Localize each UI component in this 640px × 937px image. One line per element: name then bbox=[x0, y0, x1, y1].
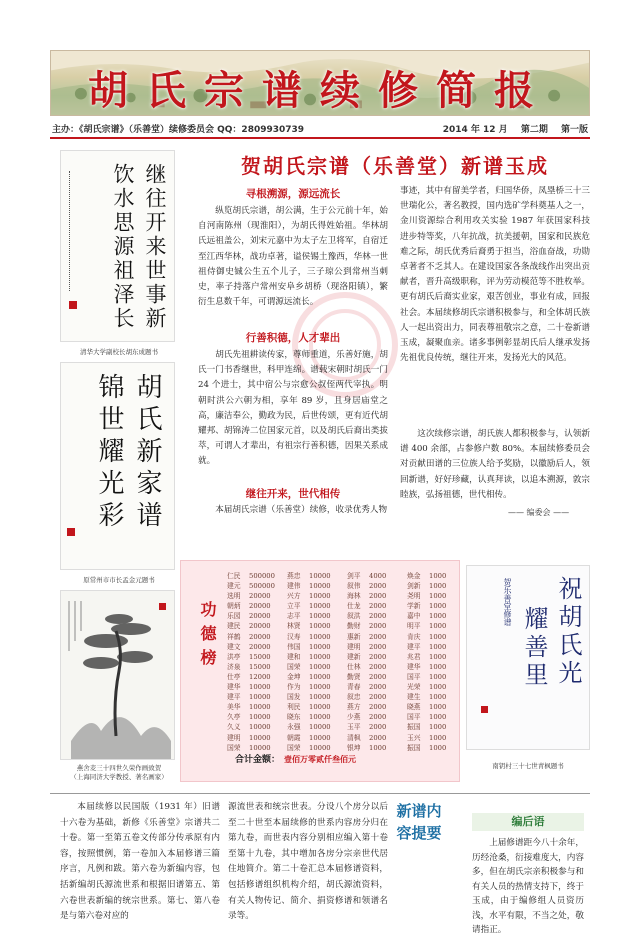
donation-amount: 10000 bbox=[309, 602, 331, 611]
donation-amount: 500000 bbox=[249, 572, 275, 580]
donor-name: 利民 bbox=[287, 703, 301, 712]
donor-name: 金坤 bbox=[287, 672, 301, 681]
honor-entry bbox=[287, 722, 331, 732]
donation-amount: 10000 bbox=[309, 733, 331, 742]
donor-name: 振国 bbox=[407, 743, 421, 752]
donor-name: 学新 bbox=[407, 602, 421, 611]
donation-amount: 2000 bbox=[369, 612, 387, 621]
donor-name: 祥鹤 bbox=[227, 632, 241, 641]
painting-caption: 燕舍麦三十四世久荣作画致贺 bbox=[76, 764, 162, 772]
couplet-line-5: 祝胡氏光 bbox=[554, 576, 582, 688]
donor-name: 剑平 bbox=[347, 572, 361, 580]
honor-entry bbox=[227, 611, 275, 621]
donation-amount: 20000 bbox=[249, 602, 271, 611]
donation-amount: 20000 bbox=[249, 592, 271, 601]
honor-entry bbox=[407, 632, 446, 642]
donation-amount: 2000 bbox=[369, 642, 387, 651]
donor-name: 仕亭 bbox=[227, 672, 241, 681]
donor-name: 兴方 bbox=[287, 592, 301, 601]
donation-amount: 2000 bbox=[369, 632, 387, 641]
donor-name: 振国 bbox=[407, 723, 421, 732]
seal-stamp bbox=[67, 528, 75, 536]
honor-entry bbox=[227, 692, 275, 702]
donation-amount: 10000 bbox=[309, 672, 331, 681]
donation-amount: 10000 bbox=[309, 572, 331, 580]
honor-column-3 bbox=[347, 571, 386, 753]
donor-name: 仕林 bbox=[347, 662, 361, 671]
donor-name: 美华 bbox=[227, 703, 241, 712]
section-heading-virtue: 行善积德，人才辈出 bbox=[245, 332, 341, 344]
donation-amount: 1000 bbox=[429, 693, 447, 702]
masthead-banner bbox=[50, 50, 590, 116]
honor-entry bbox=[287, 733, 331, 743]
issue-number: 第二期 bbox=[520, 125, 548, 135]
donation-amount: 12000 bbox=[249, 672, 271, 681]
donor-name: 济泉 bbox=[227, 662, 241, 671]
donor-name: 叙忠 bbox=[347, 693, 361, 702]
donor-name: 勤贤 bbox=[347, 672, 361, 681]
honor-entry bbox=[227, 733, 275, 743]
inscription-mark bbox=[69, 171, 75, 291]
issue-date: 2014 年 12 月 bbox=[442, 125, 508, 135]
donor-name: 朝炳 bbox=[227, 602, 241, 611]
editorial-signature: —— 编委会 —— bbox=[508, 508, 570, 517]
couplet-line-3: 胡氏新家谱 bbox=[132, 373, 162, 533]
honor-total bbox=[235, 752, 356, 765]
donor-name: 立平 bbox=[287, 602, 301, 611]
donation-amount: 10000 bbox=[249, 693, 271, 702]
donor-name: 惠新 bbox=[347, 632, 361, 641]
honor-entry bbox=[287, 672, 331, 682]
honor-entry bbox=[287, 642, 331, 652]
honor-entry bbox=[287, 712, 331, 722]
honor-entry bbox=[347, 692, 386, 702]
issue-info bbox=[433, 122, 588, 135]
donation-amount: 10000 bbox=[309, 582, 331, 591]
donation-amount: 20000 bbox=[249, 632, 271, 641]
donation-amount: 1000 bbox=[429, 662, 447, 671]
donation-amount: 1000 bbox=[429, 672, 447, 681]
donation-amount: 10000 bbox=[309, 612, 331, 621]
section-heading-roots: 寻根溯源，源远流长 bbox=[245, 188, 341, 200]
calligraphy-couplet-3 bbox=[466, 565, 590, 750]
honor-column-2 bbox=[287, 571, 331, 753]
donation-amount: 10000 bbox=[249, 723, 271, 732]
donor-name: 选明 bbox=[227, 592, 241, 601]
donor-name: 建明 bbox=[347, 642, 361, 651]
donor-name: 银坤 bbox=[347, 743, 361, 752]
donation-amount: 10000 bbox=[309, 632, 331, 641]
donor-name: 仁民 bbox=[227, 572, 241, 580]
honor-entry bbox=[227, 632, 275, 642]
donor-name: 国平 bbox=[407, 713, 421, 722]
honor-entry bbox=[407, 702, 446, 712]
honor-entry bbox=[407, 712, 446, 722]
donation-amount: 10000 bbox=[309, 683, 331, 692]
honor-entry bbox=[347, 712, 386, 722]
donation-amount: 1000 bbox=[429, 683, 447, 692]
honor-entry bbox=[347, 642, 386, 652]
donation-amount: 500000 bbox=[249, 582, 275, 591]
donation-amount: 1000 bbox=[429, 622, 447, 631]
donation-amount: 15000 bbox=[249, 662, 271, 671]
section-text-legacy: 本届胡氏宗谱（乐善堂）续修，收录优秀人物 bbox=[215, 505, 388, 515]
donor-name: 永强 bbox=[287, 723, 301, 732]
honor-entry bbox=[407, 652, 446, 662]
main-headline: 贺胡氏宗谱（乐善堂）新谱玉成 bbox=[241, 154, 549, 178]
donor-name: 建元 bbox=[227, 582, 241, 591]
honor-entry bbox=[227, 621, 275, 631]
afterword-text: 上届修谱距今八十余年，历经沧桑，衍接难度大，内容多，但在胡氏宗亲积极参与和有关人员的热情支持下，终于玉成，由于编修组人员资历浅，水平有限，不当之处，敬请指正。 bbox=[472, 838, 584, 935]
donation-amount: 2000 bbox=[369, 713, 387, 722]
honor-entry bbox=[347, 652, 386, 662]
donor-name: 国发 bbox=[287, 693, 301, 702]
donor-name: 建和 bbox=[287, 652, 301, 661]
donor-name: 玉平 bbox=[347, 723, 361, 732]
donation-amount: 20000 bbox=[249, 622, 271, 631]
right-paragraph-1: 事迹，其中有留美学者，归国华侨，凤塁桥三十三世瑞化公，著名教授，国内选矿学科奠基人之一，金川资源综合利用攻关实验 1987 年获国家科技进步特等奖，八年抗战，抗美援朝，国家和民族危难之际，胡氏优秀后裔勇于担当，浴血奋战，功勋卓著者不乏其人。在建设国家各条战线作出突出贡献者，晋升高级职称，评为劳动模范等不胜枚举。更有胡氏后裔实业家，艰苦创业，事业有成，回报社会。本届续修胡氏宗谱积极参与，和全体胡氏族人一起出资出力，同表尊祖敬宗之意，二十卷新谱玉成，凝聚血亲。诸多事例彰显胡氏后人继承发扬先祖优良传统，继往开来，发扬光大的风范。 bbox=[400, 186, 590, 364]
honor-entry bbox=[227, 702, 275, 712]
honor-entry bbox=[287, 692, 331, 702]
donation-amount: 20000 bbox=[249, 642, 271, 651]
honor-entry bbox=[287, 702, 331, 712]
donor-name: 兆君 bbox=[407, 652, 421, 661]
calligraphy-couplet-2 bbox=[60, 362, 175, 570]
honor-entry bbox=[347, 702, 386, 712]
donation-amount: 1000 bbox=[429, 733, 447, 742]
donation-amount: 2000 bbox=[369, 703, 387, 712]
donor-name: 海林 bbox=[347, 592, 361, 601]
couplet-inscription: 贺乐善堂修谱 bbox=[503, 578, 512, 626]
donor-name: 久义 bbox=[227, 723, 241, 732]
donation-amount: 2000 bbox=[369, 693, 387, 702]
honor-entry bbox=[287, 591, 331, 601]
honor-entry bbox=[347, 632, 386, 642]
total-label: 合计金额： bbox=[235, 755, 281, 765]
couplet-line-6: 耀善里 bbox=[520, 606, 548, 690]
donor-name: 国平 bbox=[407, 672, 421, 681]
edition-number: 第一版 bbox=[560, 125, 588, 135]
honor-entry bbox=[347, 581, 386, 591]
donation-amount: 2000 bbox=[369, 662, 387, 671]
donation-amount: 1000 bbox=[429, 572, 447, 580]
donor-name: 晓东 bbox=[287, 713, 301, 722]
honor-entry bbox=[347, 591, 386, 601]
honor-entry bbox=[407, 642, 446, 652]
donor-name: 林贤 bbox=[287, 622, 301, 631]
donor-name: 叙洪 bbox=[347, 612, 361, 621]
donation-amount: 10000 bbox=[249, 713, 271, 722]
donation-amount: 1000 bbox=[429, 612, 447, 621]
honor-entry bbox=[407, 591, 446, 601]
painting-caption-sub: （上海同济大学教授、著名画家） bbox=[70, 773, 168, 781]
donation-amount: 1000 bbox=[369, 743, 387, 752]
donation-amount: 2000 bbox=[369, 683, 387, 692]
donation-amount: 1000 bbox=[429, 592, 447, 601]
honor-column-4 bbox=[407, 571, 446, 753]
donor-name: 肯庆 bbox=[407, 632, 421, 641]
donor-name: 建文 bbox=[227, 642, 241, 651]
publisher-info: 主办：《胡氏宗谱》（乐善堂）续修委员会 QQ：2809930739 bbox=[52, 125, 305, 135]
donor-name: 建平 bbox=[227, 693, 241, 702]
donor-name: 仕龙 bbox=[347, 602, 361, 611]
honor-entry bbox=[347, 662, 386, 672]
donor-name: 汉寿 bbox=[287, 632, 301, 641]
newsletter-title: 胡氏宗谱续修简报 bbox=[88, 67, 552, 114]
donation-amount: 2000 bbox=[369, 582, 387, 591]
donor-name: 国荣 bbox=[227, 743, 241, 752]
donor-name: 国荣 bbox=[287, 743, 301, 752]
donation-amount: 10000 bbox=[249, 703, 271, 712]
honor-entry bbox=[407, 743, 446, 753]
donor-name: 清枫 bbox=[347, 733, 361, 742]
honor-entry bbox=[227, 662, 275, 672]
donor-name: 乐园 bbox=[227, 612, 241, 621]
donor-name: 久亭 bbox=[227, 713, 241, 722]
donor-name: 朝霞 bbox=[287, 733, 301, 742]
honor-entry bbox=[287, 601, 331, 611]
donor-name: 建华 bbox=[407, 662, 421, 671]
bottom-text-middle: 源流世表和统宗世表。分设八个房分以后至二十世至本届续修的世系内容房分归在第九卷，而世表内容分别相应编入第十卷至第十九卷，其中增加各房分宗亲世代居住地简介。第二十卷汇总本届修谱资料，包括修谱组织机构介绍，胡氏源流资料，有关人物传记、简介、捐资修谱和领谱名录等。 bbox=[228, 802, 388, 922]
donor-name: 建生 bbox=[407, 693, 421, 702]
donation-amount: 10000 bbox=[309, 642, 331, 651]
honor-entry bbox=[227, 722, 275, 732]
honor-entry bbox=[227, 642, 275, 652]
afterword-heading: 编后语 bbox=[472, 813, 584, 831]
donation-amount: 10000 bbox=[249, 683, 271, 692]
donor-name: 建新 bbox=[347, 652, 361, 661]
honor-entry bbox=[227, 672, 275, 682]
honor-entry bbox=[287, 621, 331, 631]
section-heading-legacy: 继往开来，世代相传 bbox=[245, 488, 341, 500]
honor-entry bbox=[407, 611, 446, 621]
donation-amount: 1000 bbox=[429, 602, 447, 611]
donation-amount: 1000 bbox=[429, 632, 447, 641]
pine-tree-painting bbox=[61, 591, 175, 760]
right-paragraph-2: 这次续修宗谱，胡氏族人都积极参与，认领新谱 400 余部，占参修户数 80%。本届续修委员会对贡献田谱的三位族人给予奖励，以徽励后人，领回新谱，好好珍藏，认真拜读，以追本溯源，敦宗睦族，弘扬祖德，世代相传。 bbox=[400, 429, 590, 500]
calligraphy-caption-2: 原常州市市长孟金元题书 bbox=[83, 576, 155, 584]
donation-amount: 1000 bbox=[429, 713, 447, 722]
donor-name: 嘉中 bbox=[407, 612, 421, 621]
donor-name: 作为 bbox=[287, 683, 301, 692]
honor-entry bbox=[347, 672, 386, 682]
bottom-text-left: 本届续修以民国版（1931 年）旧谱十六卷为基础，新修《乐善堂》宗谱共二十卷。第一至第五卷文传部分传承原有内容，按照惯例，第一卷加入本届修谱三篇序言，凡例和跋。第六卷为新编内容，包括新编胡氏源流世系和根据旧谱第五、第六卷世表新编的统宗世系。第七、第八卷是与第六卷对应的 bbox=[60, 802, 220, 922]
honor-entry bbox=[227, 682, 275, 692]
honor-entry bbox=[347, 571, 386, 581]
honor-entry bbox=[287, 662, 331, 672]
honor-column-1 bbox=[227, 571, 275, 753]
donation-amount: 10000 bbox=[309, 622, 331, 631]
honor-entry bbox=[347, 621, 386, 631]
donation-amount: 20000 bbox=[249, 612, 271, 621]
donation-amount: 15000 bbox=[249, 652, 271, 661]
donation-amount: 1000 bbox=[429, 652, 447, 661]
honor-entry bbox=[407, 662, 446, 672]
donor-name: 燕忠 bbox=[287, 572, 301, 580]
donor-name: 志平 bbox=[287, 612, 301, 621]
donor-name: 青春 bbox=[347, 683, 361, 692]
donor-name: 伟国 bbox=[287, 642, 301, 651]
donor-name: 建伟 bbox=[287, 582, 301, 591]
honor-entry bbox=[227, 571, 275, 581]
donor-name: 焕金 bbox=[407, 572, 421, 580]
header-divider bbox=[50, 137, 590, 139]
donor-name: 建华 bbox=[227, 683, 241, 692]
couplet-line-4: 锦世耀光彩 bbox=[94, 373, 124, 533]
total-amount: 壹佰万零贰仟叁佰元 bbox=[284, 754, 357, 764]
honor-entry bbox=[287, 611, 331, 621]
honor-entry bbox=[407, 733, 446, 743]
donation-amount: 10000 bbox=[249, 743, 271, 752]
honor-entry bbox=[287, 652, 331, 662]
honor-entry bbox=[407, 692, 446, 702]
donor-name: 晓燕 bbox=[407, 703, 421, 712]
donation-amount: 2000 bbox=[369, 592, 387, 601]
section-text-roots: 纵览胡氏宗谱，胡公满，生于公元前十年，始自河南陈州（现淮阳），为胡氏得姓始祖。华林胡氏远祖盖公，刘宋元嘉中为太子左卫将军，自宿迁至江西华林，战功卓著，谥侯锡土豫西，华林一世祖侍御史铖公生五个儿子，三子琼公到常州当刺史，率子持落户常州安阜乡胡桥（现洛阳镇），繁衍生息数千年，可谓源远流长。 bbox=[198, 206, 388, 308]
honor-entry bbox=[407, 672, 446, 682]
donor-name: 建民 bbox=[227, 622, 241, 631]
honor-entry bbox=[407, 682, 446, 692]
honor-entry bbox=[227, 591, 275, 601]
bottom-divider bbox=[50, 793, 590, 794]
donor-name: 剑新 bbox=[407, 582, 421, 591]
donation-amount: 2000 bbox=[369, 723, 387, 732]
honor-entry bbox=[227, 581, 275, 591]
donor-name: 燕方 bbox=[347, 703, 361, 712]
honor-entry bbox=[227, 601, 275, 611]
donor-name: 建明 bbox=[227, 733, 241, 742]
honor-entry bbox=[407, 601, 446, 611]
honor-entry bbox=[347, 722, 386, 732]
donor-name: 少燕 bbox=[347, 713, 361, 722]
honor-entry bbox=[287, 682, 331, 692]
ink-painting bbox=[60, 590, 175, 760]
donation-amount: 10000 bbox=[309, 713, 331, 722]
honor-entry bbox=[347, 682, 386, 692]
donation-amount: 2000 bbox=[369, 652, 387, 661]
couplet-line-2: 继往开来世事新 bbox=[143, 163, 167, 331]
honor-entry bbox=[227, 712, 275, 722]
honor-entry bbox=[347, 611, 386, 621]
honor-entry bbox=[287, 571, 331, 581]
donation-amount: 2000 bbox=[369, 733, 387, 742]
honor-entry bbox=[287, 632, 331, 642]
donor-name: 尧明 bbox=[407, 592, 421, 601]
donor-name: 洪亭 bbox=[227, 652, 241, 661]
honor-entry bbox=[407, 722, 446, 732]
donor-name: 叙伟 bbox=[347, 582, 361, 591]
donor-name: 玉兴 bbox=[407, 733, 421, 742]
section-text-virtue: 胡氏先祖耕读传家，尊师重道，乐善好施，胡氏一门书香继世，科甲连绵。谱载宋朝时胡氏一门 24 个进士，其中宿公与宗愈公叔侄两代宰执。明朝时洪公六朝为相，享年 89 岁，且身居庙堂之高，廉洁奉公，勤政为民，后世传颂，更有近代胡耀邦、胡锦涛二位国家元首，以及胡氏后裔出类拔萃，可谓人才辈出，有祖宗行善积德，因果关系成就。 bbox=[198, 350, 388, 467]
honor-entry bbox=[407, 581, 446, 591]
donation-amount: 2000 bbox=[369, 622, 387, 631]
donation-amount: 10000 bbox=[309, 743, 331, 752]
honor-roll-label: 功德榜 bbox=[198, 601, 217, 673]
donation-amount: 10000 bbox=[309, 693, 331, 702]
donor-name: 国荣 bbox=[287, 662, 301, 671]
donation-amount: 10000 bbox=[309, 652, 331, 661]
donation-amount: 10000 bbox=[249, 733, 271, 742]
seal-stamp bbox=[69, 301, 77, 309]
info-bar bbox=[52, 122, 588, 136]
honor-entry bbox=[227, 652, 275, 662]
donor-name: 光荣 bbox=[407, 683, 421, 692]
donation-amount: 1000 bbox=[429, 743, 447, 752]
donation-amount: 10000 bbox=[309, 662, 331, 671]
calligraphy-caption-3: 南钥村三十七世青枫题书 bbox=[492, 762, 564, 770]
calligraphy-couplet-1 bbox=[60, 150, 175, 342]
couplet-line-1: 饮水思源祖泽长 bbox=[111, 163, 135, 331]
donation-amount: 10000 bbox=[309, 723, 331, 732]
seal-stamp bbox=[481, 706, 488, 713]
donation-amount: 2000 bbox=[369, 672, 387, 681]
honor-entry bbox=[347, 733, 386, 743]
donor-name: 勤财 bbox=[347, 622, 361, 631]
donor-name: 明平 bbox=[407, 622, 421, 631]
donation-amount: 2000 bbox=[369, 602, 387, 611]
donation-amount: 1000 bbox=[429, 703, 447, 712]
honor-entry bbox=[287, 581, 331, 591]
honor-entry bbox=[407, 621, 446, 631]
honor-entry bbox=[347, 601, 386, 611]
donation-amount: 10000 bbox=[309, 703, 331, 712]
calligraphy-caption-1: 清华大学副校长胡东成题书 bbox=[80, 348, 158, 356]
donation-amount: 1000 bbox=[429, 723, 447, 732]
donation-amount: 1000 bbox=[429, 582, 447, 591]
honor-entry bbox=[407, 571, 446, 581]
donation-amount: 4000 bbox=[369, 572, 387, 580]
donation-amount: 1000 bbox=[429, 642, 447, 651]
donor-name: 建平 bbox=[407, 642, 421, 651]
new-content-heading: 新谱内容提要 bbox=[396, 802, 442, 842]
honor-roll bbox=[180, 560, 460, 782]
donation-amount: 10000 bbox=[309, 592, 331, 601]
